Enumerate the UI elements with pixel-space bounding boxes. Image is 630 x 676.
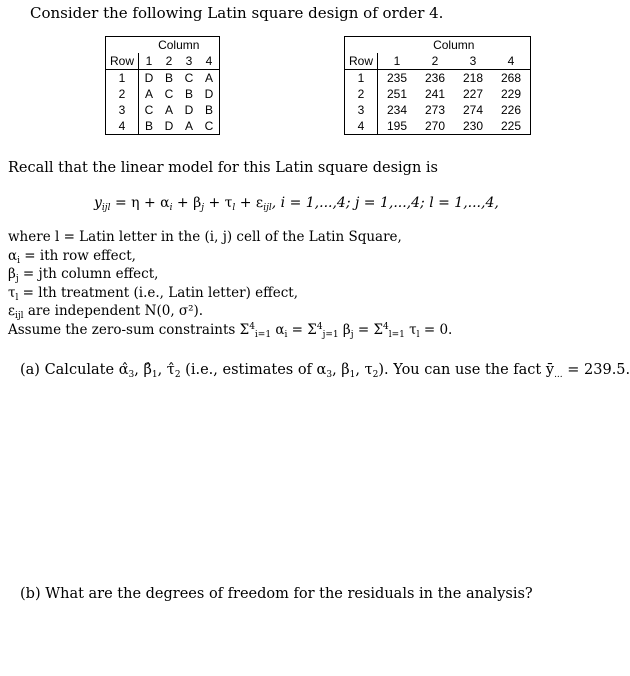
subscript: ijl: [263, 203, 272, 213]
table-row: [345, 102, 531, 118]
table-cell: A: [165, 103, 174, 117]
eps-definition: [8, 303, 203, 321]
col-number: 4: [492, 53, 531, 70]
row-number: 4: [345, 118, 378, 135]
table-row: [106, 118, 220, 135]
constraints-line: [8, 322, 452, 340]
subscript: i: [169, 203, 173, 213]
table-cell: D: [199, 86, 220, 102]
question-text: , β: [332, 362, 350, 378]
latin-square-table: [105, 36, 220, 135]
constraint-text: Assume the zero-sum constraints Σ: [8, 322, 250, 338]
row-number: 4: [106, 118, 139, 135]
table-cell: 251: [387, 87, 408, 101]
subscript: 1: [151, 370, 158, 380]
table-cell: 229: [492, 86, 531, 102]
subscript: 2: [174, 370, 181, 380]
table-row: [106, 102, 220, 118]
constraint-text: = 0.: [419, 322, 453, 338]
table-row: [345, 118, 531, 135]
observations-table: [344, 36, 531, 135]
table-cell: B: [139, 118, 160, 135]
symbol: ε: [8, 303, 15, 319]
symbol: α: [8, 248, 18, 264]
table-row: [106, 86, 220, 102]
subscript: ijl: [15, 311, 24, 321]
symbol: τ: [8, 285, 16, 301]
row-number: 1: [106, 70, 139, 87]
col-number: 3: [454, 53, 492, 70]
superscript: 4: [383, 322, 389, 332]
constraint-text: = Σ: [287, 322, 317, 338]
table-cell: 270: [416, 118, 454, 135]
question-a: [20, 362, 630, 380]
table-row: [345, 86, 531, 102]
question-text: , τ: [355, 362, 373, 378]
row-number: 2: [106, 86, 139, 102]
table-cell: D: [184, 103, 194, 117]
table-cell: 274: [463, 103, 484, 117]
model-term: = η + α: [114, 195, 170, 211]
row-number: 3: [106, 102, 139, 118]
row-number: 1: [345, 70, 378, 87]
col-number: 2: [416, 53, 454, 70]
symbol: α: [271, 322, 285, 338]
definition-text: = lth treatment (i.e., Latin letter) effect,: [18, 285, 299, 301]
superscript: 4: [249, 322, 255, 332]
subscript: j: [15, 274, 19, 284]
table-cell: B: [165, 71, 174, 85]
question-text: , β̂: [134, 362, 152, 378]
table-cell: D: [159, 118, 179, 135]
subscript: j: [201, 203, 205, 213]
symbol: β: [8, 266, 16, 282]
table-cell: 235: [387, 71, 408, 85]
subscript: l: [232, 203, 236, 213]
subscript: i: [284, 330, 288, 340]
model-term: + τ: [204, 195, 233, 211]
table-cell: 218: [463, 71, 484, 85]
table-cell: B: [199, 102, 220, 118]
table-cell: D: [144, 71, 154, 85]
table-cell: B: [185, 87, 194, 101]
subscript: i: [17, 256, 21, 266]
question-text: = 239.5.: [562, 362, 630, 378]
col-number: 1: [139, 53, 160, 70]
subscript: l: [416, 330, 420, 340]
where-line: where l = Latin letter in the (i, j) cell of the Latin Square,: [8, 229, 402, 245]
table-cell: C: [164, 87, 174, 101]
table-cell: 227: [463, 87, 484, 101]
subscript: i=1: [254, 330, 272, 340]
table-cell: C: [199, 118, 220, 135]
question-b: (b) What are the degrees of freedom for the residuals in the analysis?: [20, 586, 533, 602]
table-cell: 236: [425, 71, 446, 85]
question-text: , τ̂: [157, 362, 175, 378]
symbol: τ: [404, 322, 417, 338]
table-cell: 225: [492, 118, 531, 135]
definition-text: = ith row effect,: [20, 248, 136, 264]
intro-text: Consider the following Latin square design of order 4.: [30, 4, 444, 22]
subscript: j: [350, 330, 354, 340]
table-cell: 234: [387, 103, 408, 117]
col-number: 1: [378, 53, 417, 70]
row-number: 3: [345, 102, 378, 118]
superscript: 4: [316, 322, 323, 332]
column-header: Column: [378, 37, 531, 54]
question-text: (a) Calculate α̂: [20, 362, 129, 378]
alpha-definition: [8, 248, 136, 266]
table-cell: 241: [425, 87, 446, 101]
beta-definition: [8, 266, 158, 284]
subscript: 2: [372, 370, 379, 380]
col-number: 4: [199, 53, 220, 70]
subscript: ijl: [101, 203, 111, 213]
subscript: l=1: [388, 330, 405, 340]
subscript: 3: [128, 370, 135, 380]
row-header: Row: [106, 53, 139, 70]
definition-text: are independent N(0, σ²).: [23, 303, 204, 319]
subscript: 3: [326, 370, 333, 380]
table-cell: C: [144, 103, 154, 117]
model-term: + β: [172, 195, 202, 211]
table-cell: C: [184, 71, 194, 85]
table-cell: A: [199, 70, 220, 87]
question-text: ). You can use the fact ȳ: [378, 362, 555, 378]
recall-text: Recall that the linear model for this Latin square design is: [8, 160, 438, 176]
table-cell: 230: [454, 118, 492, 135]
row-number: 2: [345, 86, 378, 102]
row-header: Row: [345, 53, 378, 70]
col-number: 2: [159, 53, 179, 70]
symbol: β: [338, 322, 351, 338]
column-header: Column: [139, 37, 220, 54]
constraint-text: = Σ: [353, 322, 383, 338]
definition-text: = jth column effect,: [18, 266, 159, 282]
col-number: 3: [179, 53, 199, 70]
question-text: (i.e., estimates of α: [180, 362, 327, 378]
table-cell: A: [145, 87, 154, 101]
tau-definition: [8, 285, 298, 303]
table-cell: 268: [492, 70, 531, 87]
table-row: [345, 70, 531, 87]
table-cell: 273: [425, 103, 446, 117]
model-range: , i = 1,...,4; j = 1,...,4; l = 1,...,4,: [271, 195, 499, 211]
subscript: 1: [349, 370, 356, 380]
subscript: j=1: [322, 330, 339, 340]
table-cell: 226: [492, 102, 531, 118]
subscript: ...: [554, 370, 563, 380]
model-lhs: y: [94, 195, 102, 211]
model-equation: [94, 195, 499, 213]
table-row: [106, 70, 220, 87]
model-term: + ε: [235, 195, 264, 211]
table-cell: A: [179, 118, 199, 135]
table-cell: 195: [378, 118, 417, 135]
subscript: l: [15, 293, 19, 303]
